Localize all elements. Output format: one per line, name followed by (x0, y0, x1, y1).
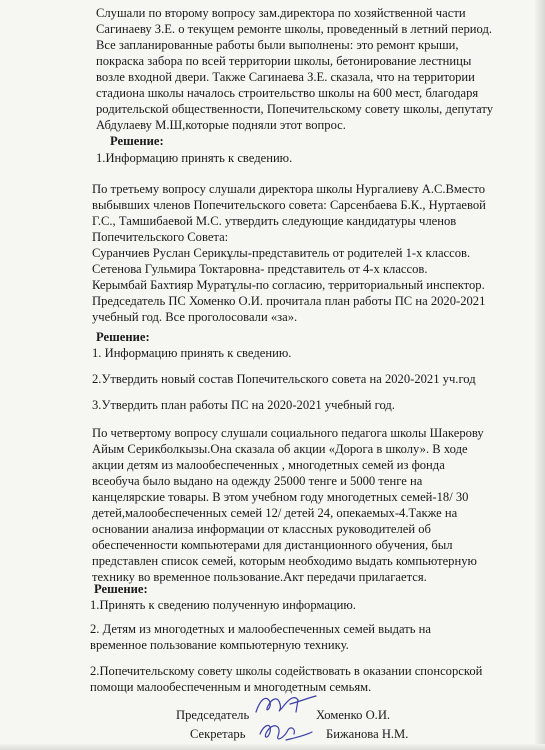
text-line: Айым Серикболкызы.Она сказала об акции «Дорога в школу». В ходе (92, 442, 468, 456)
text-line: акции детям из малообеспеченных , многодетных семей из фонда (92, 458, 445, 472)
text-line: По четвертому вопросу слушали социального педагога школы Шакерову (92, 426, 484, 440)
page-edge-shadow (535, 0, 545, 750)
text-line: учебный год. Все проголосовали «за». (92, 310, 298, 324)
text-line: канцелярские товары. В этом учебном году многодетных семей-18/ 30 (92, 490, 469, 504)
chair-name: Хоменко О.И. (316, 708, 391, 722)
text-line: технику во временное пользование.Акт передачи прилагается. (92, 570, 427, 584)
q3-decision-heading: Решение: (96, 330, 150, 344)
q2-decision-heading: Решение: (110, 134, 164, 148)
secretary-label: Секретарь (190, 727, 246, 741)
secretary-name: Бижанова Н.М. (326, 727, 409, 741)
text-line: Керымбай Бахтияр Муратұлы-по согласию, территориальный инспектор. (92, 278, 485, 292)
text-line: Сагинаеву З.Е. о текущем ремонте школы, проведенный в летний период. (96, 22, 493, 36)
text-line: всеобуча было выдано на одежду 25000 тенге и 5000 тенге на (92, 474, 423, 488)
q4-decision-item: помощи малообеспеченным и многодетным семьям. (90, 680, 372, 694)
q4-decision-item: 2. Детям из многодетных и малообеспеченных семей выдать на (90, 622, 431, 636)
text-line: Суранчиев Руслан Серикұлы-представитель от родителей 1-х классов. (92, 246, 471, 260)
text-line: выбывших членов Попечительского совета: Сарсенбаева Б.К., Нуртаевой (92, 198, 486, 212)
q3-decision-item: 3.Утвердить план работы ПС на 2020-2021 учебный год. (92, 398, 395, 412)
text-line: стадиона школы началось строительство школы на 600 мест, благодаря (96, 86, 479, 100)
text-line: родительской общественности, Попечительскому совету школы, депутату (96, 102, 494, 116)
q4-decision-item: 1.Принять к сведению полученную информацию. (90, 598, 356, 612)
text-line: возле входной двери. Также Сагинаева З.Е. сказала, что на территории (96, 70, 475, 84)
text-line: Абдулаеву М.Ш,которые подняли этот вопрос. (96, 118, 346, 132)
q4-decision-item: 2.Попечительскому совету школы содействовать в оказании спонсорской (90, 664, 483, 678)
text-line: Г.С., Тамшибаевой М.С. утвердить следующие кандидатуры членов (92, 214, 457, 228)
text-line: обеспеченности компьютерами для дистанционного обучения, был (92, 538, 453, 552)
text-line: Попечительского Совета: (92, 230, 229, 244)
text-line: Слушали по второму вопросу зам.директора по хозяйственной части (96, 6, 466, 20)
q3-decision-item: 1. Информацию принять к сведению. (92, 346, 292, 360)
text-line: По третьему вопросу слушали директора школы Нургалиеву А.С.Вместо (92, 182, 486, 196)
chair-label: Председатель (176, 708, 250, 722)
text-line: основании анализа информации от классных руководителей об (92, 522, 431, 536)
text-line: Сетенова Гульмира Токтаровна- представитель от 4-х классов. (92, 262, 428, 276)
secretary-signature (256, 716, 316, 746)
q4-decision-item: временное пользование компьютерную технику. (90, 638, 349, 652)
page-edge-shadow (0, 744, 545, 750)
text-line: детей,малообеспеченных семей 12/ детей 24, опекаемых-4.Также на (92, 506, 458, 520)
text-line: Председатель ПС Хоменко О.И. прочитала план работы ПС на 2020-2021 (92, 294, 486, 308)
text-line: покраска забора по всей территории школы, бетонирование лестницы (96, 54, 472, 68)
text-line: Все запланированные работы были выполнены: это ремонт крыши, (96, 38, 459, 52)
q4-decision-heading: Решение: (94, 582, 148, 596)
q3-decision-item: 2.Утвердить новый состав Попечительского совета на 2020-2021 уч.год (92, 372, 476, 386)
text-line: представлен список семей, которым необходимо выдать компьютерную (92, 554, 477, 568)
q2-decision-item: 1.Информацию принять к сведению. (96, 151, 293, 165)
